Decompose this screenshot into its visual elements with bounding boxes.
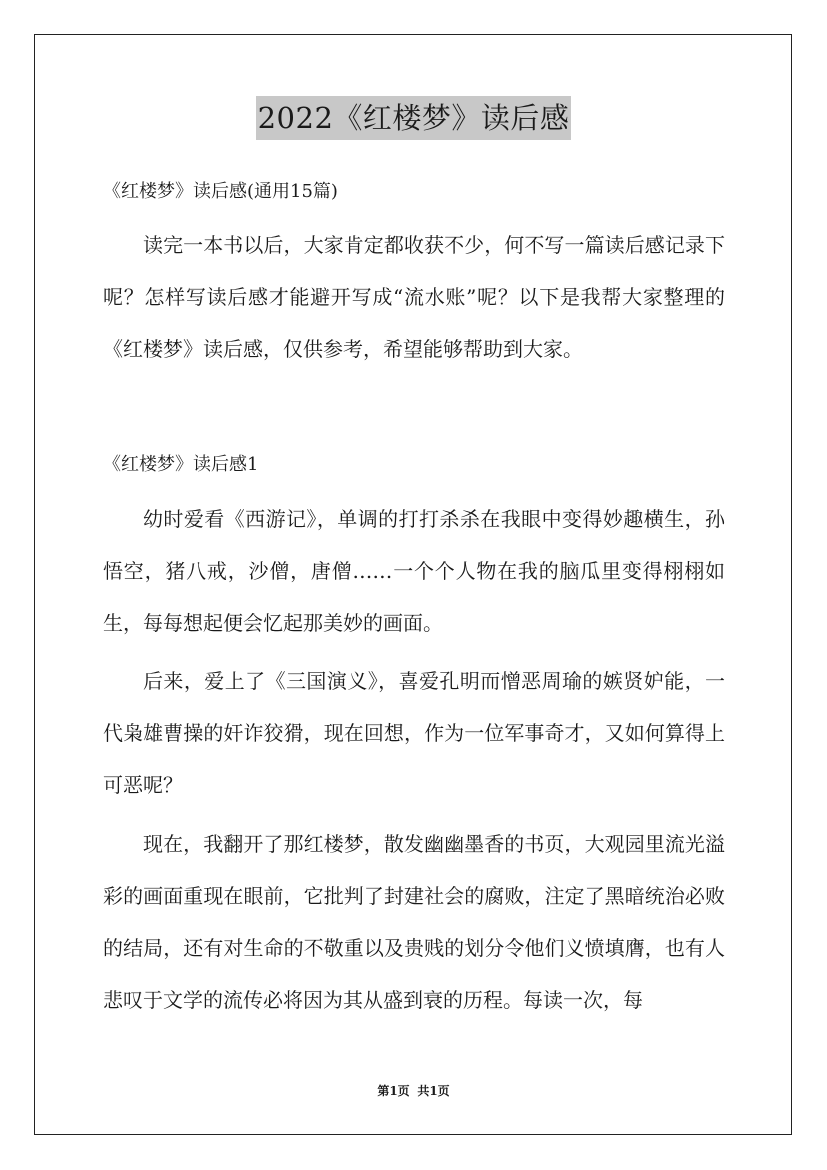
page-footer — [0, 1082, 827, 1100]
page-total: 共1页 — [417, 1084, 450, 1098]
title-container — [0, 96, 827, 140]
document-subtitle: 《红楼梦》读后感(通用15篇) — [103, 181, 338, 202]
section-heading: 《红楼梦》读后感1 — [103, 454, 259, 475]
body-paragraph-3: 现在，我翻开了那红楼梦，散发幽幽墨香的书页，大观园里流光溢彩的画面重现在眼前，它批判了封建社会的腐败，注定了黑暗统治必败的结局，还有对生命的不敬重以及贵贱的划分令他们义愤填膺，也有人悲叹于文学的流传必将因为其从盛到衰的历程。每读一次，每 — [103, 832, 725, 1012]
page-number: 第1页 — [377, 1084, 410, 1098]
intro-paragraph: 读完一本书以后，大家肯定都收获不少，何不写一篇读后感记录下呢？怎样写读后感才能避开写成“流水账”呢？以下是我帮大家整理的《红楼梦》读后感，仅供参考，希望能够帮助到大家。 — [103, 233, 725, 361]
document-title: 2022《红楼梦》读后感 — [256, 96, 572, 140]
body-paragraph-2: 后来，爱上了《三国演义》，喜爱孔明而憎恶周瑜的嫉贤妒能，一代枭雄曹操的奸诈狡猾，现在回想，作为一位军事奇才，又如何算得上可恶呢？ — [103, 669, 725, 797]
body-paragraph-1: 幼时爱看《西游记》，单调的打打杀杀在我眼中变得妙趣横生，孙悟空，猪八戒，沙僧，唐僧……一个个人物在我的脑瓜里变得栩栩如生，每每想起便会忆起那美妙的画面。 — [103, 507, 725, 635]
